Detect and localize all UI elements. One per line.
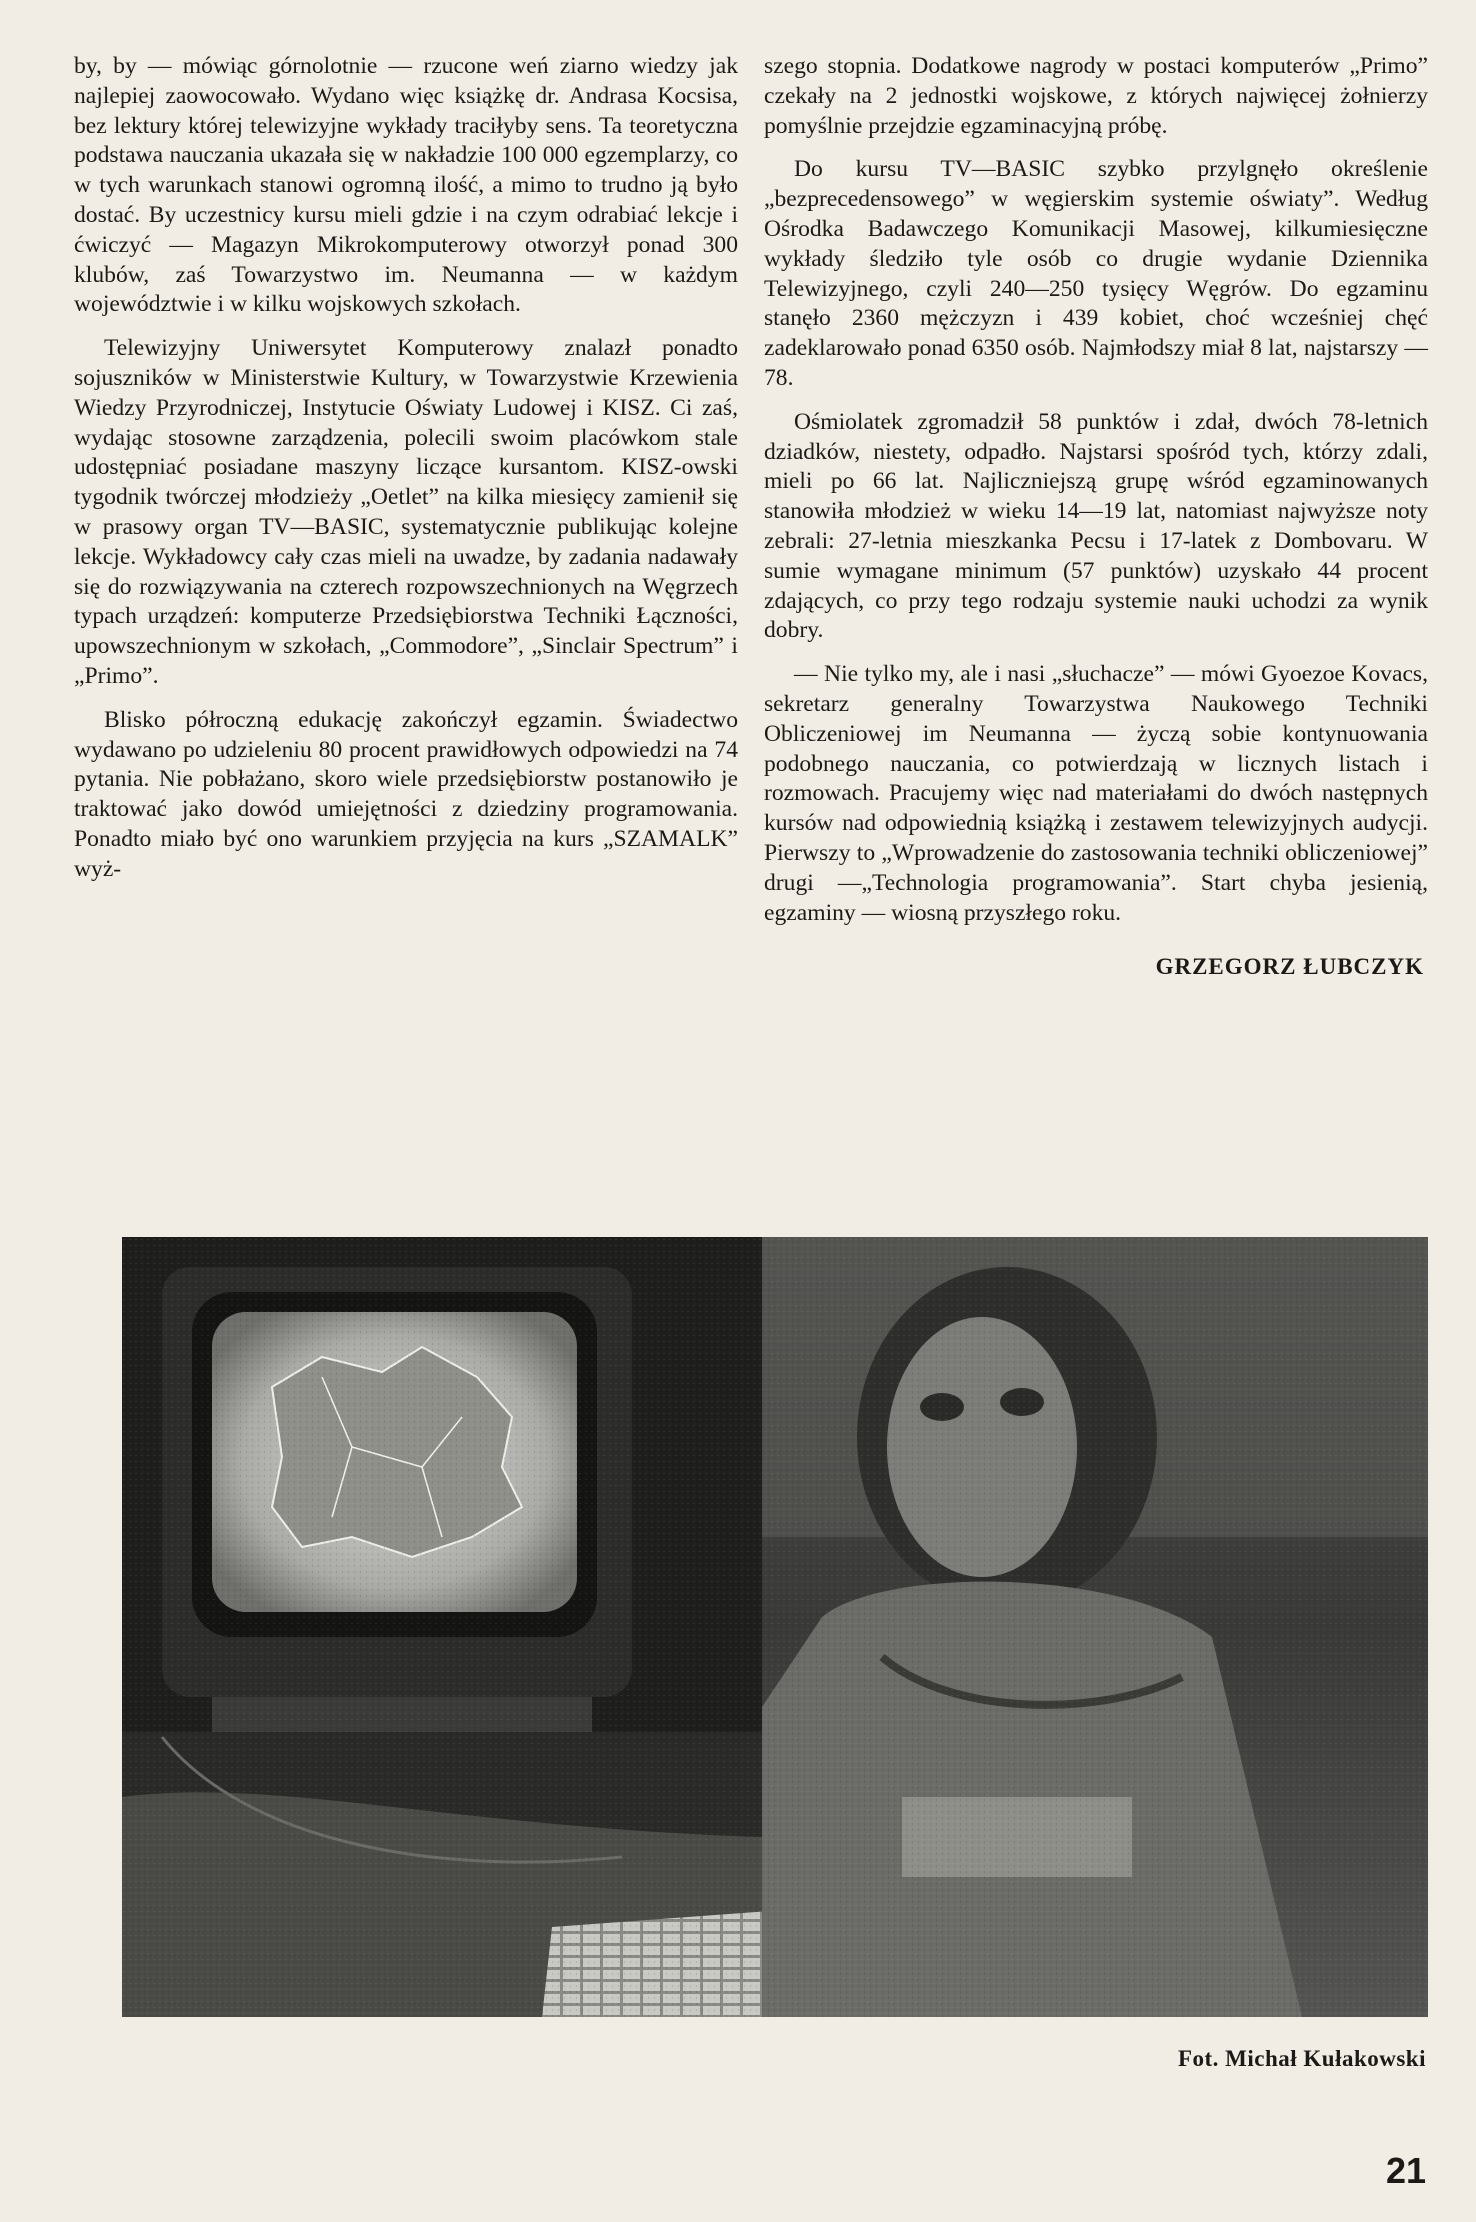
article-right-column [764,52,1428,982]
paragraph: Ośmiolatek zgromadził 58 punktów i zdał, dwóch 78-letnich dziadków, niestety, odpadło. Najstarsi spośród tych, którzy zdali, mieli po 66 lat. Najliczniejszą grupę wśród egzaminowanych stanowiła młodzież w wieku 14—19 lat, natomiast najwyższe noty zebrali: 27-letnia mieszkanka Pecsu i 17-latek z Dombovaru. W sumie wymagane minimum (57 punktów) uzyskało 44 procent zdających, co przy tego rodzaju systemie nauki uchodzi za wynik dobry. [764,408,1428,644]
paragraph: Blisko półroczną edukację zakończył egzamin. Świadectwo wydawano po udzieleniu 80 procent prawidłowych odpowiedzi na 74 pytania. Nie pobłażano, skoro wiele przedsiębiorstw postanowiło je traktować jako dowód umiejętności z dziedziny programowania. Ponadto miało być ono warunkiem przyjęcia na kurs „SZAMALK” wyż- [74,706,738,882]
author-byline: GRZEGORZ ŁUBCZYK [1155,954,1424,980]
paragraph: by, by — mówiąc górnolotnie — rzucone weń ziarno wiedzy jak najlepiej zaowocowało. Wydano więc książkę dr. Andrasa Kocsisa, bez lektury której telewizyjne wykłady traciłyby sens. Ta teoretyczna podstawa nauczania ukazała się w nakładzie 100 000 egzemplarzy, co w tych warunkach stanowi ogromną ilość, a mimo to trudno ją było dostać. By uczestnicy kursu mieli gdzie i na czym odrabiać lekcje i ćwiczyć — Magazyn Mikrokomputerowy otworzył ponad 300 klubów, zaś Towarzystwo im. Neumanna — w każdym województwie i w kilku wojskowych szkołach. [74,53,738,318]
paragraph: Telewizyjny Uniwersytet Komputerowy znalazł ponadto sojuszników w Ministerstwie Kultury, w Towarzystwie Krzewienia Wiedzy Przyrodniczej, Instytucie Oświaty Ludowej i KISZ. Ci zaś, wydając stosowne zarządzenia, polecili swoim placówkom stale udostępniać posiadane maszyny liczące kursantom. KISZ-owski tygodnik twórczej młodzieży „Oetlet” na kilka miesięcy zamienił się w prasowy organ TV—BASIC, systematycznie publikując kolejne lekcje. Wykładowcy cały czas mieli na uwadze, by zadania nadawały się do rozwiązywania na czterech rozpowszechnionych na Węgrzech typach urządzeń: komputerze Przedsiębiorstwa Techniki Łączności, upowszechnionym w szkołach, „Commodore”, „Sinclair Spectrum” i „Primo”. [74,335,738,689]
page-number: 21 [1385,2150,1426,2191]
paragraph: szego stopnia. Dodatkowe nagrody w postaci komputerów „Primo” czekały na 2 jednostki wojskowe, z których najwięcej żołnierzy pomyślnie przejdzie egzaminacyjną próbę. [764,53,1428,139]
paragraph: — Nie tylko my, ale i nasi „słuchacze” — mówi Gyoezoe Kovacs, sekretarz generalny Towarzystwa Naukowego Techniki Obliczeniowej im Neumanna — życzą sobie kontynuowania podobnego nauczania, co potwierdzają w licznych listach i rozmowach. Pracujemy więc nad materiałami do dwóch następnych kursów nad odpowiednią książką i zestawem telewizyjnych audycji. Pierwszy to „Wprowadzenie do zastosowania techniki obliczeniowej” drugi —„Technologia programowania”. Start chyba jesienią, egzaminy — wiosną przyszłego roku. [764,661,1428,926]
article-left-column [74,52,738,899]
photo-caption: Fot. Michał Kułakowski [1177,2046,1426,2071]
paragraph: Do kursu TV—BASIC szybko przylgnęło określenie „bezprecedensowego” w węgierskim systemie oświaty”. Według Ośrodka Badawczego Komunikacji Masowej, kilkumiesięczne wykłady śledziło tyle osób co drugie wydanie Dziennika Telewizyjnego, czyli 240—250 tysięcy Węgrów. Do egzaminu stanęło 2360 mężczyzn i 439 kobiet, choć wcześniej chęć zadeklarowało ponad 6350 osób. Najmłodszy miał 8 lat, najstarszy — 78. [764,156,1428,391]
article-photo [122,1237,1428,2017]
